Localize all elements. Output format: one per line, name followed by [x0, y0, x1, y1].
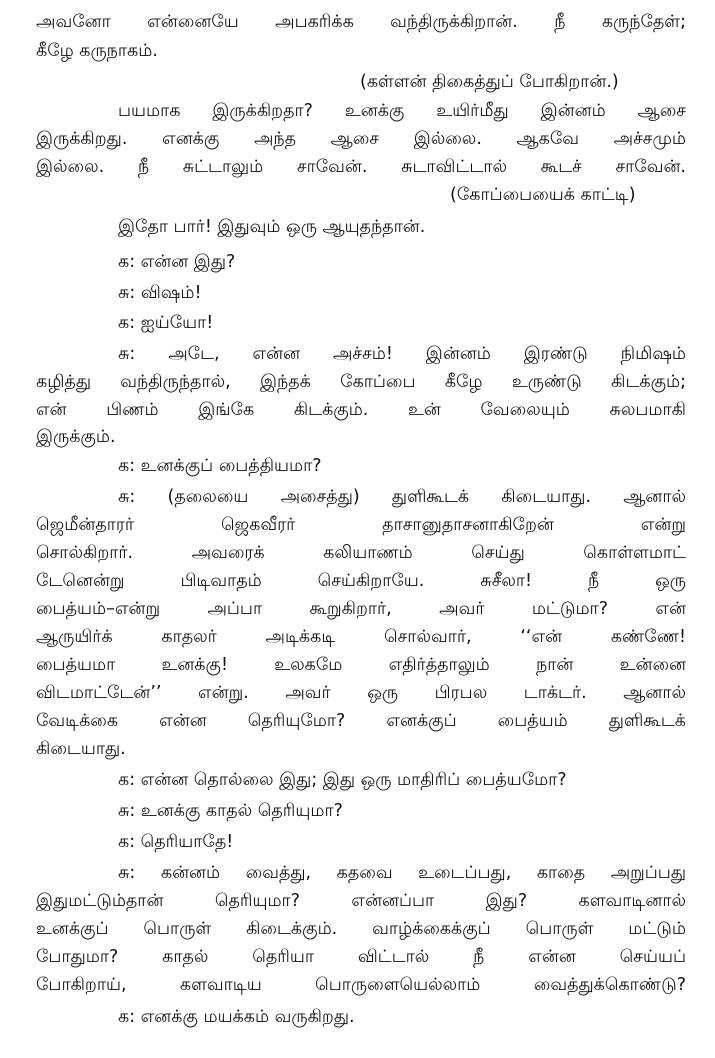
text-line: பயமாக இருக்கிறதா? உனக்கு உயிர்மீது இன்னம் ஆசை [118, 101, 686, 121]
dialogue-line: க: என்ன தொல்லை இது; இது ஒரு மாதிரிப் பைத்யமோ? [118, 770, 567, 790]
stage-direction: (கள்ளன் திகைத்துப் போகிறான்.) [360, 72, 619, 92]
text-line: ஜெமீன்தாரர் ஜெகவீரர் தாசானுதாசனாகிறேன் என்று [36, 515, 686, 535]
text-line: போதுமா? காதல் தெரியா விட்டால் நீ என்ன செய்யப் [36, 947, 686, 967]
dialogue-line: க: தெரியாதே! [118, 832, 234, 852]
stage-direction: (கோப்பையைக் காட்டி) [450, 185, 636, 205]
dialogue-line: சு: அடே, என்ன அச்சம்! இன்னம் இரண்டு நிமிஷம் [118, 344, 686, 364]
dialogue-line: சு: உனக்கு காதல் தெரியுமா? [118, 801, 343, 821]
text-line: டேனென்று பிடிவாதம் செய்கிறாயே. சுசீலா! நீ ஒரு [36, 571, 686, 591]
text-line: கழித்து வந்திருந்தால், இந்தக் கோப்பை கீழே உருண்டு கிடக்கும்; [36, 372, 686, 392]
dialogue-line: சு: விஷம்! [118, 283, 202, 303]
text-line: போகிறாய், களவாடிய பொருளையெல்லாம் வைத்துக்கொண்டு? [36, 975, 686, 995]
text-line: கிடையாது. [36, 739, 126, 759]
dialogue-line: சு: கன்னம் வைத்து, கதவை உடைப்பது, காதை அறுப்பது [118, 863, 686, 883]
text-line: சொல்கிறார். அவரைக் கலியாணம் செய்து கொள்ளமாட் [36, 543, 686, 563]
text-line: கீழே கருநாகம். [36, 41, 158, 61]
text-line: பைத்யமா உனக்கு! உலகமே எதிர்த்தாலும் நான் உன்னை [36, 655, 686, 675]
text-line: உனக்குப் பொருள் கிடைக்கும். வாழ்க்கைக்குப் பொருள் மட்டும் [36, 919, 686, 939]
text-line: இல்லை. நீ சுட்டாலும் சாவேன். சுடாவிட்டால் கூடச் சாவேன். [36, 157, 686, 177]
text-line: இதோ பார்! இதுவும் ஒரு ஆயுதந்தான். [118, 217, 426, 237]
text-line: அவனோ என்னையே அபகரிக்க வந்திருக்கிறான். நீ கருந்தேள்; [36, 12, 686, 32]
text-line: இதுமட்டும்தான் தெரியுமா? என்னப்பா இது? களவாடினால் [36, 891, 686, 911]
text-line: விடமாட்டேன்’’ என்று. அவர் ஒரு பிரபல டாக்டர். ஆனால் [36, 683, 686, 703]
text-line: என் பிணம் இங்கே கிடக்கும். உன் வேலையும் சுலபமாகி [36, 400, 686, 420]
dialogue-line: க: எனக்கு மயக்கம் வருகிறது. [118, 1007, 355, 1027]
text-line: வேடிக்கை என்ன தெரியுமோ? எனக்குப் பைத்யம் துளிகூடக் [36, 711, 686, 731]
text-line: இருக்கிறது. எனக்கு அந்த ஆசை இல்லை. ஆகவே அச்சமும் [36, 129, 686, 149]
text-line: பைத்யம்–என்று அப்பா கூறுகிறார், அவர் மட்டுமா? என் [36, 599, 686, 619]
dialogue-line: க: என்ன இது? [118, 252, 236, 272]
text-line: இருக்கும். [36, 427, 116, 447]
text-line: ஆருயிர்க் காதலர் அடிக்கடி சொல்வார், ‘‘என் கண்ணே! [36, 627, 686, 647]
dialogue-line: சு: (தலையை அசைத்து) துளிகூடக் கிடையாது. ஆனால் [118, 487, 686, 507]
dialogue-line: க: ஐய்யோ! [118, 313, 214, 333]
dialogue-line: க: உனக்குப் பைத்தியமா? [118, 456, 322, 476]
